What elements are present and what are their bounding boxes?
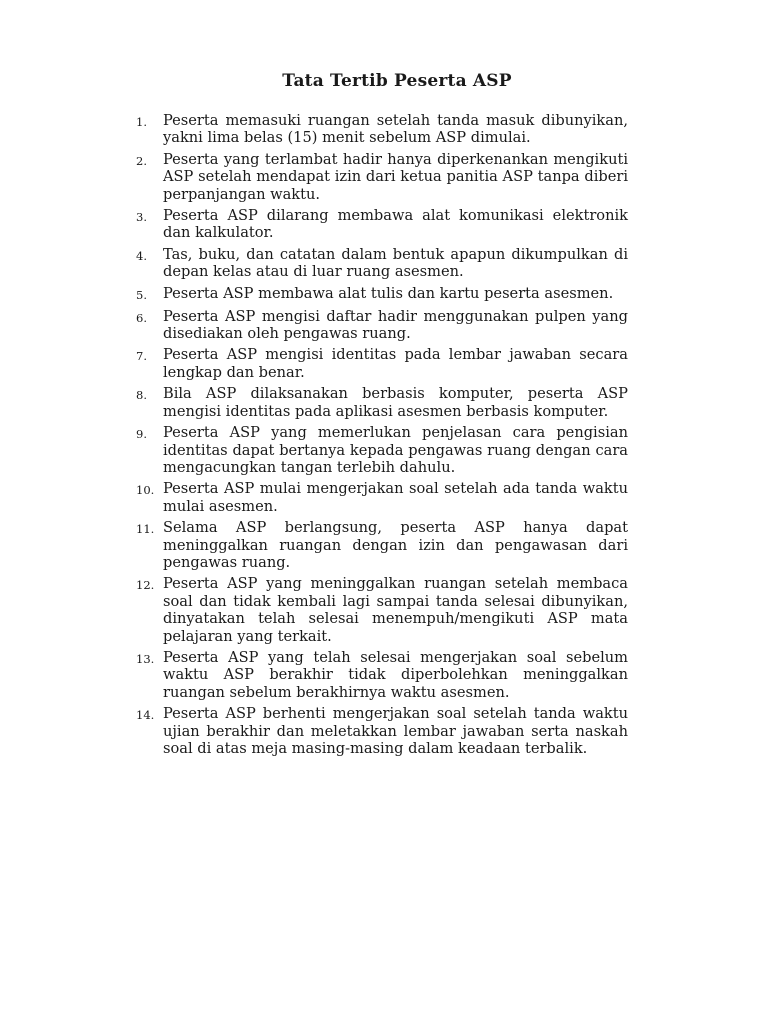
rule-number: 12. — [136, 578, 155, 593]
rule-text: Peserta memasuki ruangan setelah tanda masuk dibunyikan, yakni lima belas (15) menit sebelum ASP dimulai. — [163, 112, 628, 147]
rule-text: Peserta ASP berhenti mengerjakan soal setelah tanda waktu ujian berakhir dan meletakkan lembar jawaban serta naskah soal di atas meja masing-masing dalam keadaan terbalik. — [163, 705, 628, 757]
rule-item — [136, 346, 628, 381]
rule-text: Peserta ASP mulai mengerjakan soal setelah ada tanda waktu mulai asesmen. — [163, 480, 628, 515]
rule-item — [136, 519, 628, 571]
rule-number: 8. — [136, 388, 147, 403]
rule-item — [136, 246, 628, 281]
rule-number: 6. — [136, 310, 147, 325]
rule-text: Peserta ASP yang telah selesai mengerjakan soal sebelum waktu ASP berakhir tidak diperbolehkan meninggalkan ruangan sebelum berakhirnya waktu asesmen. — [163, 648, 628, 701]
rule-item — [136, 385, 628, 420]
rule-text: Peserta ASP membawa alat tulis dan kartu peserta asesmen. — [163, 284, 614, 302]
rule-text: Bila ASP dilaksanakan berbasis komputer, peserta ASP mengisi identitas pada aplikasi asesmen berbasis komputer. — [163, 385, 628, 420]
rule-item — [136, 575, 628, 645]
rule-text: Peserta ASP mengisi daftar hadir menggunakan pulpen yang disediakan oleh pengawas ruang. — [163, 307, 628, 343]
rule-item — [136, 649, 628, 701]
rule-text: Tas, buku, dan catatan dalam bentuk apapun dikumpulkan di depan kelas atau di luar ruang asesmen. — [163, 245, 628, 281]
rule-item — [136, 705, 628, 757]
rule-text: Peserta ASP dilarang membawa alat komunikasi elektronik dan kalkulator. — [163, 207, 628, 242]
rule-number: 11. — [136, 522, 155, 537]
rule-number: 13. — [136, 651, 155, 666]
rule-number: 4. — [136, 248, 147, 263]
rule-item — [136, 285, 628, 304]
rule-number: 9. — [136, 427, 147, 442]
rule-item — [136, 424, 628, 476]
rule-item — [136, 308, 628, 343]
rule-item — [136, 112, 628, 147]
rule-item — [136, 207, 628, 242]
rule-number: 5. — [136, 287, 147, 302]
document-title: Tata Tertib Peserta ASP — [282, 71, 512, 91]
rule-number: 3. — [136, 210, 147, 225]
rule-number: 7. — [136, 349, 147, 364]
rule-text: Selama ASP berlangsung, peserta ASP hanya dapat meninggalkan ruangan dengan izin dan pengawasan dari pengawas ruang. — [163, 519, 628, 571]
rule-number: 10. — [136, 483, 155, 498]
rule-item — [136, 151, 628, 203]
rule-text: Peserta ASP mengisi identitas pada lembar jawaban secara lengkap dan benar. — [163, 346, 628, 381]
rule-text: Peserta ASP yang memerlukan penjelasan cara pengisian identitas dapat bertanya kepada pengawas ruang dengan cara mengacungkan tangan terlebih dahulu. — [163, 424, 628, 476]
rules-list — [136, 112, 628, 761]
rule-number: 1. — [136, 115, 147, 129]
rule-number: 2. — [136, 153, 147, 168]
rule-item — [136, 480, 628, 515]
rule-text: Peserta ASP yang meninggalkan ruangan setelah membaca soal dan tidak kembali lagi sampai tanda selesai dibunyikan, dinyatakan telah selesai menempuh/mengikuti ASP mata pelajaran yang terkait. — [163, 575, 628, 645]
rule-text: Peserta yang terlambat hadir hanya diperkenankan mengikuti ASP setelah mendapat izin dari ketua panitia ASP tanpa diberi perpanjangan waktu. — [163, 150, 628, 203]
rule-number: 14. — [136, 708, 155, 723]
